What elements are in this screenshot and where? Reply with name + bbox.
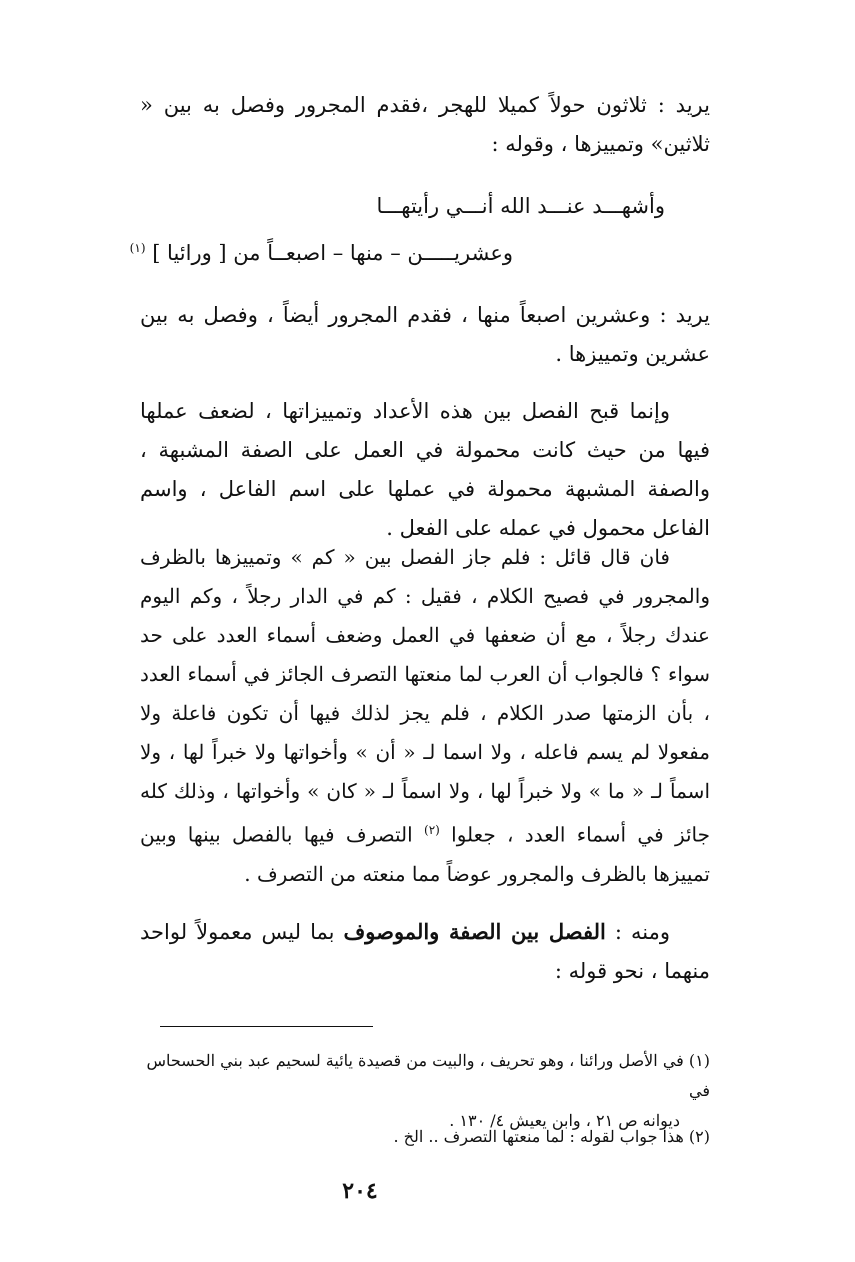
footnote-1-line-2: ديوانه ص ٢١ ، وابن يعيش ٤/ ١٣٠ . (449, 1111, 680, 1130)
footnote-1-line-1: (١) في الأصل ورائنا ، وهو تحريف ، والبيت من قصيدة يائية لسحيم عبد بني الحسحاس في (146, 1051, 710, 1100)
paragraph-5-lead: ومنه : (614, 920, 670, 944)
paragraph-5-rest: بما ليس معمولاً لواحد منهما ، نحو قوله : (140, 920, 710, 983)
paragraph-2 (140, 296, 710, 374)
footnote-2 (140, 1122, 710, 1152)
footnote-marker-2: (٢) (424, 823, 440, 837)
paragraph-5 (140, 912, 710, 991)
paragraph-4 (140, 538, 710, 894)
paragraph-5-bold: الفصل بين الصفة والموصوف (343, 919, 606, 944)
paragraph-4-text-a: فان قال قائل : فلم جاز الفصل بين « كم » وتمييزها بالظرف والمجرور في فصيح الكلام ، فقيل : كم في الدار رجلاً ، وكم اليوم عندك رجلاً ، مع أن ضعفها في العمل وضعف أسماء العدد على حد سواء ؟ فالجواب أن العرب لما منعتها التصرف الجائز في أسماء العدد ، بأن الزمتها صدر الكلام ، فلم يجز لذلك فيها أن تكون فاعلة ولا مفعولا لم يسم فاعله ، ولا اسما لـ « أن » وأخواتها ولا خبراً لها ، ولا اسماً لـ « ما » ولا خبراً لها ، ولا اسماً لـ « كان » وأخواتها ، وذلك كله جائز في أسماء العدد ، جعلوا (140, 545, 711, 847)
page-number: ٢٠٤ (342, 1178, 378, 1204)
verse-hemistich-2 (130, 230, 513, 271)
paragraph-1 (140, 86, 710, 164)
footnote-divider (160, 1026, 373, 1027)
paragraph-1-text: يريد : ثلاثون حولاً كميلا للهجر ،فقدم المجرور وفصل به بين « ثلاثين» وتمييزها ، وقوله : (140, 93, 710, 156)
paragraph-3-text: وإنما قبح الفصل بين هذه الأعداد وتمييزاتها ، لضعف عملها فيها من حيث كانت محمولة في العمل على الصفة المشبهة ، والصفة المشبهة محمولة في عملها على اسم الفاعل ، واسم الفاعل محمول في عمله على الفعل . (140, 399, 710, 540)
paragraph-3 (140, 392, 710, 548)
paragraph-4-text-b: التصرف فيها بالفصل بينها وبين تمييزها بالظرف والمجرور عوضاً مما منعته من التصرف . (140, 822, 710, 886)
paragraph-2-text: يريد : وعشرين اصبعاً منها ، فقدم المجرور أيضاً ، وفصل به بين عشرين وتمييزها . (140, 303, 710, 366)
footnote-2-line-1: (٢) هذا جواب لقوله : لما منعتها التصرف .. الخ . (393, 1127, 710, 1146)
verse-hemistich-2-text: وعشريـــــن – منها – اصبعــاً من [ ورائيا ] (152, 241, 513, 265)
footnote-marker-1: (١) (129, 241, 146, 255)
verse-hemistich-1 (376, 188, 665, 224)
verse-hemistich-1-text: وأشهـــد عنـــد الله أنـــي رأيتهـــا (376, 194, 665, 218)
